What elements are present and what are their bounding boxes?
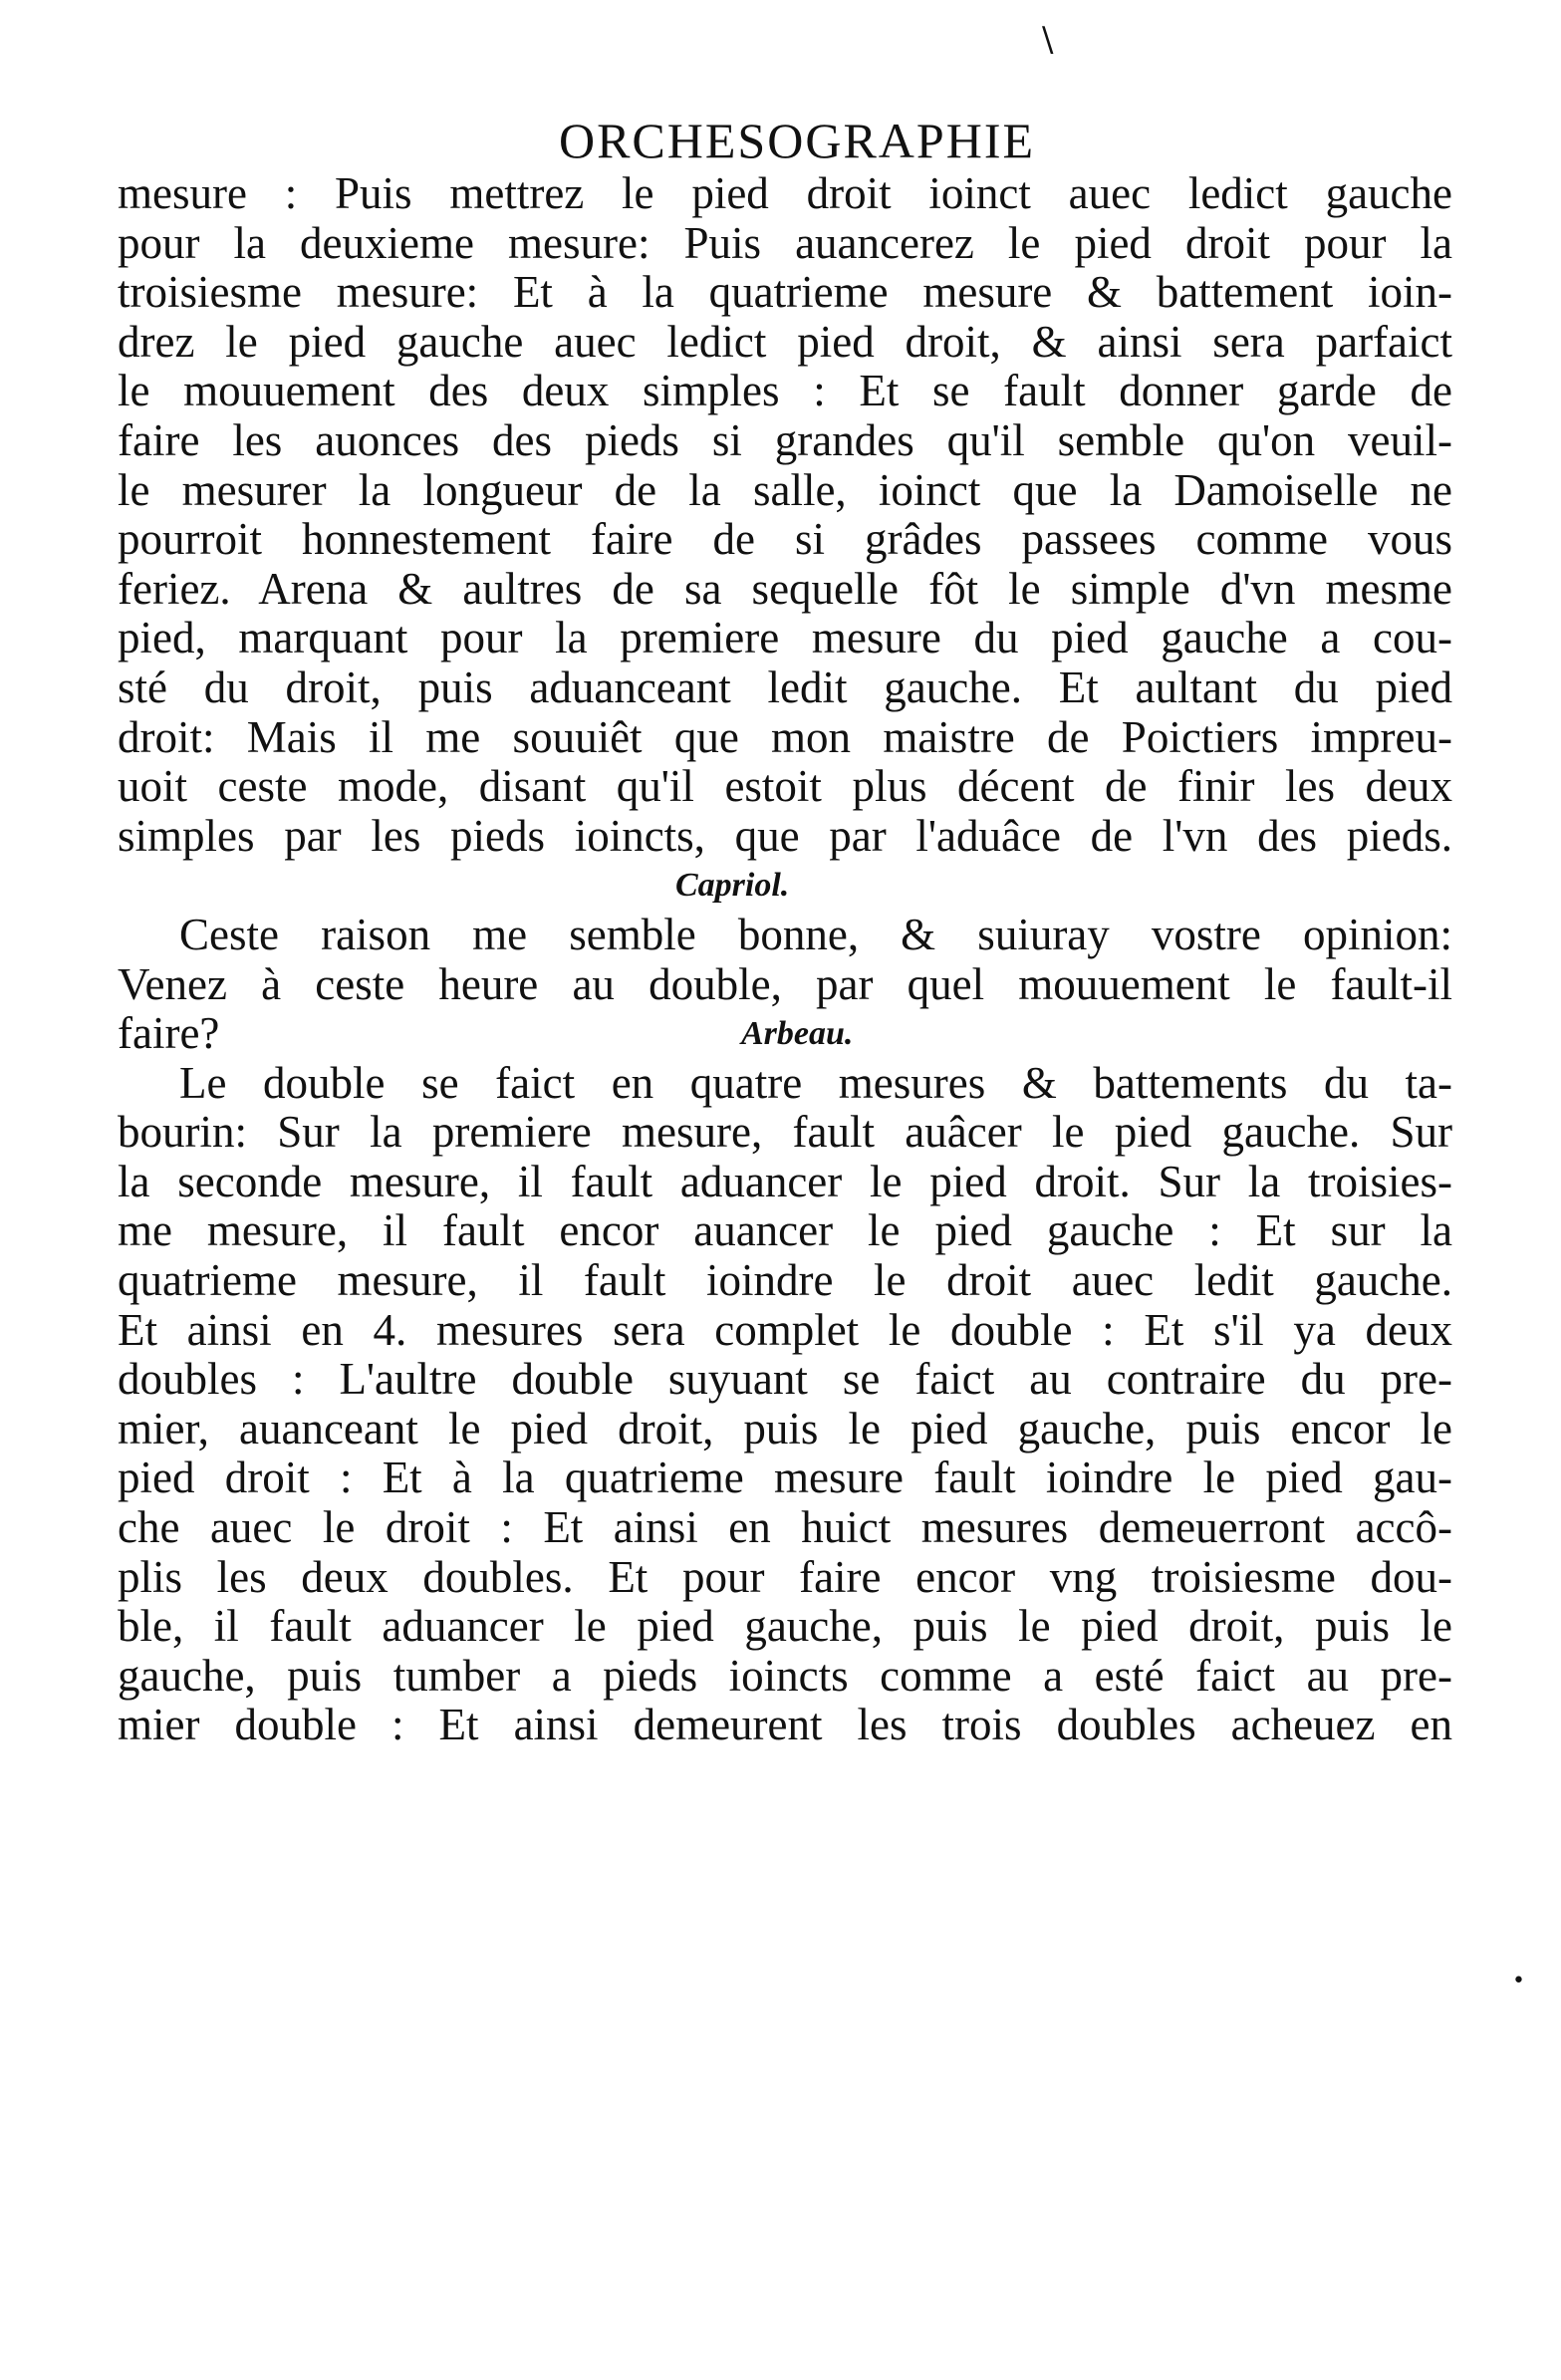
text-line: mesure : Puis mettrez le pied droit ioinct auec ledict gauche xyxy=(118,168,1452,218)
text-line: doubles : L'aultre double suyuant se faict au contraire du pre- xyxy=(118,1354,1452,1405)
text-line-end: faire? xyxy=(118,1008,220,1059)
text-line: Le double se faict en quatre mesures & battements du ta- xyxy=(179,1057,1452,1108)
text-line: le mouuement des deux simples : Et se fault donner garde de xyxy=(118,366,1452,416)
text-line: sté du droit, puis aduanceant ledit gauche. Et aultant du pied xyxy=(118,661,1452,712)
text-line: uoit ceste mode, disant qu'il estoit plus décent de finir les deux xyxy=(118,761,1452,812)
text-line: che auec le droit : Et ainsi en huict mesures demeuerront accô- xyxy=(118,1502,1452,1553)
text-line: pied, marquant pour la premiere mesure du pied gauche a cou- xyxy=(118,613,1452,663)
text-line: mier double : Et ainsi demeurent les trois doubles acheuez en xyxy=(118,1700,1452,1750)
speaker-arbeau: Arbeau. xyxy=(741,1015,854,1053)
text-line: faire les auonces des pieds si grandes qu'il semble qu'on veuil- xyxy=(118,414,1452,465)
printer-mark-top: \ xyxy=(1042,20,1054,60)
text-line-with-speaker xyxy=(118,1009,1452,1059)
text-line: me mesure, il fault encor auancer le pied gauche : Et sur la xyxy=(118,1205,1452,1256)
text-line: troisiesme mesure: Et à la quatrieme mesure & battement ioin- xyxy=(118,267,1452,318)
text-line: Ceste raison me semble bonne, & suiuray vostre opinion: xyxy=(179,909,1452,959)
text-line: bourin: Sur la premiere mesure, fault auâcer le pied gauche. Sur xyxy=(118,1107,1452,1158)
text-line: pied droit : Et à la quatrieme mesure fault ioindre le pied gau- xyxy=(118,1453,1452,1503)
printer-mark-right: • xyxy=(1512,1969,1525,1993)
text-line: droit: Mais il me souuiêt que mon maistre de Poictiers impreu- xyxy=(118,711,1452,762)
text-line: drez le pied gauche auec ledict pied droit, & ainsi sera parfaict xyxy=(118,316,1452,367)
text-line: feriez. Arena & aultres de sa sequelle fôt le simple d'vn mesme xyxy=(118,563,1452,614)
speaker-capriol: Capriol. xyxy=(675,867,790,905)
text-line: Venez à ceste heure au double, par quel mouuement le fault-il xyxy=(118,958,1452,1009)
text-line: quatrieme mesure, il fault ioindre le droit auec ledit gauche. xyxy=(118,1255,1452,1306)
text-line: simples par les pieds ioincts, que par l'aduâce de l'vn des pieds. xyxy=(118,810,1452,861)
text-line: plis les deux doubles. Et pour faire encor vng troisiesme dou- xyxy=(118,1551,1452,1602)
running-head: ORCHESOGRAPHIE xyxy=(558,113,1036,168)
text-block xyxy=(118,169,1452,1750)
text-line: la seconde mesure, il fault aduancer le pied droit. Sur la troisies- xyxy=(118,1156,1452,1206)
text-line: ble, il fault aduancer le pied gauche, puis le pied droit, puis le xyxy=(118,1601,1452,1652)
text-line: le mesurer la longueur de la salle, ioinct que la Damoiselle ne xyxy=(118,464,1452,515)
text-line: mier, auanceant le pied droit, puis le pied gauche, puis encor le xyxy=(118,1403,1452,1454)
text-line: pourroit honnestement faire de si grâdes passees comme vous xyxy=(118,514,1452,565)
text-line: pour la deuxieme mesure: Puis auancerez le pied droit pour la xyxy=(118,217,1452,268)
text-line: gauche, puis tumber a pieds ioincts comme a esté faict au pre- xyxy=(118,1650,1452,1701)
text-line: Et ainsi en 4. mesures sera complet le double : Et s'il ya deux xyxy=(118,1304,1452,1355)
